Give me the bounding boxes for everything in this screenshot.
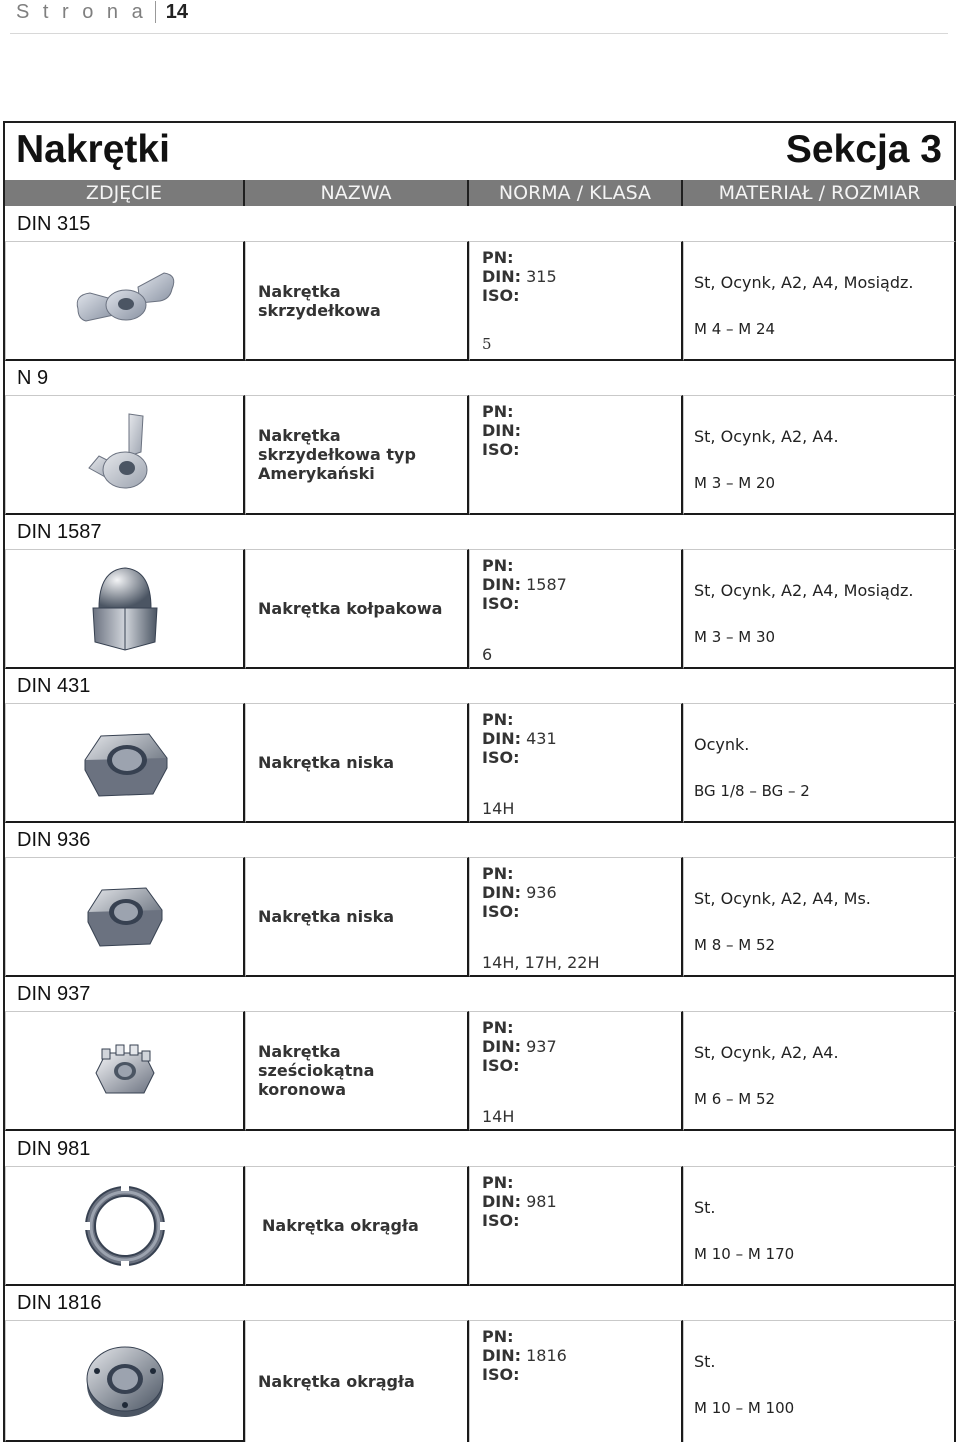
class-value: 6 <box>482 645 493 664</box>
table-header <box>5 180 956 206</box>
pn-label: PN: <box>482 710 514 729</box>
row-label: DIN 981 <box>17 1138 91 1160</box>
round-nut-with-holes-icon <box>83 1341 167 1421</box>
product-name: Nakrętka okrągła <box>262 1216 419 1235</box>
iso-label: ISO: <box>482 440 520 459</box>
din-label: DIN: <box>482 1192 522 1211</box>
table-row <box>5 549 956 669</box>
size-range: M 4 – M 24 <box>694 320 776 338</box>
iso-label: ISO: <box>482 594 520 613</box>
american-wing-nut-icon <box>85 412 165 498</box>
photo-cell <box>5 703 245 823</box>
round-slotted-nut-icon <box>82 1183 168 1269</box>
cap-nut-icon <box>89 564 161 654</box>
page-number: 14 <box>165 0 188 23</box>
norm-block <box>482 864 600 972</box>
name-cell <box>245 549 469 669</box>
castle-nut-icon <box>92 1043 158 1099</box>
table-row <box>5 857 956 977</box>
name-cell <box>245 857 469 977</box>
din-number: 1587 <box>526 575 567 594</box>
product-name: Nakrętka sześciokątna koronowa <box>258 1042 375 1099</box>
norm-block <box>482 556 567 664</box>
din-label: DIN: <box>482 575 522 594</box>
din-number: 936 <box>526 883 557 902</box>
photo-cell <box>5 241 245 361</box>
size-range: M 10 – M 100 <box>694 1399 795 1417</box>
material-cell <box>683 703 956 823</box>
din-label: DIN: <box>482 1037 522 1056</box>
din-number: 937 <box>526 1037 557 1056</box>
size-range: M 3 – M 30 <box>694 628 776 646</box>
material-text: St. <box>694 1352 716 1371</box>
norm-cell <box>469 395 683 515</box>
material-text: St, Ocynk, A2, A4, Mosiądz. <box>694 273 914 292</box>
page-header-label: S t r o n a <box>16 0 147 23</box>
iso-label: ISO: <box>482 748 520 767</box>
class-value: 14H, 17H, 22H <box>482 953 600 972</box>
pn-label: PN: <box>482 1327 514 1346</box>
row-label: DIN 315 <box>17 213 91 235</box>
product-name: Nakrętka skrzydełkowa typ Amerykański <box>258 426 416 483</box>
name-cell <box>245 395 469 515</box>
material-cell <box>683 857 956 977</box>
page-header <box>16 0 188 24</box>
row-label: DIN 936 <box>17 829 91 851</box>
name-cell <box>245 1166 469 1286</box>
din-number: 981 <box>526 1192 557 1211</box>
name-cell <box>245 1011 469 1131</box>
pn-label: PN: <box>482 556 514 575</box>
din-number: 315 <box>526 267 557 286</box>
norm-cell <box>469 241 683 361</box>
material-text: St, Ocynk, A2, A4. <box>694 1043 839 1062</box>
din-number: 1816 <box>526 1346 567 1365</box>
page-title: Nakrętki <box>16 128 170 171</box>
norm-cell <box>469 1320 683 1442</box>
class-value: 5 <box>482 335 492 353</box>
class-value: 14H <box>482 799 515 818</box>
material-text: St, Ocynk, A2, A4, Mosiądz. <box>694 581 914 600</box>
column-header-name: NAZWA <box>245 180 467 206</box>
norm-cell <box>469 1011 683 1131</box>
column-header-norm: NORMA / KLASA <box>469 180 681 206</box>
norm-block <box>482 1173 557 1230</box>
material-cell <box>683 1166 956 1286</box>
size-range: M 3 – M 20 <box>694 474 776 492</box>
din-label: DIN: <box>482 729 522 748</box>
iso-label: ISO: <box>482 1211 520 1230</box>
column-header-photo: ZDJĘCIE <box>5 180 243 206</box>
din-label: DIN: <box>482 267 522 286</box>
wing-nut-icon <box>70 271 180 331</box>
row-label: DIN 937 <box>17 983 91 1005</box>
material-cell <box>683 549 956 669</box>
size-range: M 10 – M 170 <box>694 1245 795 1263</box>
page-header-divider <box>155 1 156 23</box>
section-title: Sekcja 3 <box>785 128 942 171</box>
name-cell <box>245 1320 469 1442</box>
size-range: BG 1/8 – BG – 2 <box>694 782 810 800</box>
size-range: M 6 – M 52 <box>694 1090 776 1108</box>
name-cell <box>245 703 469 823</box>
material-cell <box>683 1320 956 1442</box>
iso-label: ISO: <box>482 902 520 921</box>
material-text: St, Ocynk, A2, A4, Ms. <box>694 889 871 908</box>
photo-cell <box>5 549 245 669</box>
product-name: Nakrętka skrzydełkowa <box>258 281 381 320</box>
iso-label: ISO: <box>482 1056 520 1075</box>
norm-cell <box>469 549 683 669</box>
name-cell <box>245 241 469 361</box>
thin-hex-nut-icon <box>79 728 171 798</box>
pn-label: PN: <box>482 1018 514 1037</box>
norm-cell <box>469 703 683 823</box>
photo-cell <box>5 857 245 977</box>
iso-label: ISO: <box>482 286 520 305</box>
norm-block <box>482 402 521 459</box>
column-header-material: MATERIAŁ / ROZMIAR <box>683 180 956 206</box>
table-row <box>5 703 956 823</box>
table-row <box>5 395 956 515</box>
norm-block <box>482 710 557 818</box>
norm-cell <box>469 1166 683 1286</box>
product-name: Nakrętka okrągła <box>258 1372 415 1391</box>
photo-cell <box>5 1166 245 1286</box>
row-label: N 9 <box>17 367 49 389</box>
pn-label: PN: <box>482 864 514 883</box>
din-number: 431 <box>526 729 557 748</box>
row-label: DIN 1587 <box>17 521 102 543</box>
norm-cell <box>469 857 683 977</box>
norm-block <box>482 248 557 353</box>
material-cell <box>683 241 956 361</box>
hex-nut-icon <box>84 884 166 950</box>
photo-cell <box>5 1320 245 1442</box>
pn-label: PN: <box>482 402 514 421</box>
header-rule <box>10 33 948 34</box>
din-label: DIN: <box>482 421 522 440</box>
material-cell <box>683 1011 956 1131</box>
row-label: DIN 431 <box>17 675 91 697</box>
photo-cell <box>5 1011 245 1131</box>
norm-block <box>482 1018 557 1126</box>
material-text: St. <box>694 1198 716 1217</box>
iso-label: ISO: <box>482 1365 520 1384</box>
product-name: Nakrętka niska <box>258 753 395 772</box>
pn-label: PN: <box>482 248 514 267</box>
material-text: St, Ocynk, A2, A4. <box>694 427 839 446</box>
table-row <box>5 1320 956 1442</box>
pn-label: PN: <box>482 1173 514 1192</box>
din-label: DIN: <box>482 883 522 902</box>
class-value: 14H <box>482 1107 515 1126</box>
norm-block <box>482 1327 567 1384</box>
din-label: DIN: <box>482 1346 522 1365</box>
table-row <box>5 1011 956 1131</box>
material-cell <box>683 395 956 515</box>
photo-cell <box>5 395 245 515</box>
material-text: Ocynk. <box>694 735 750 754</box>
table-row <box>5 1166 956 1286</box>
row-label: DIN 1816 <box>17 1292 102 1314</box>
product-name: Nakrętka niska <box>258 907 395 926</box>
size-range: M 8 – M 52 <box>694 936 776 954</box>
table-row <box>5 241 956 361</box>
product-name: Nakrętka kołpakowa <box>258 599 443 618</box>
